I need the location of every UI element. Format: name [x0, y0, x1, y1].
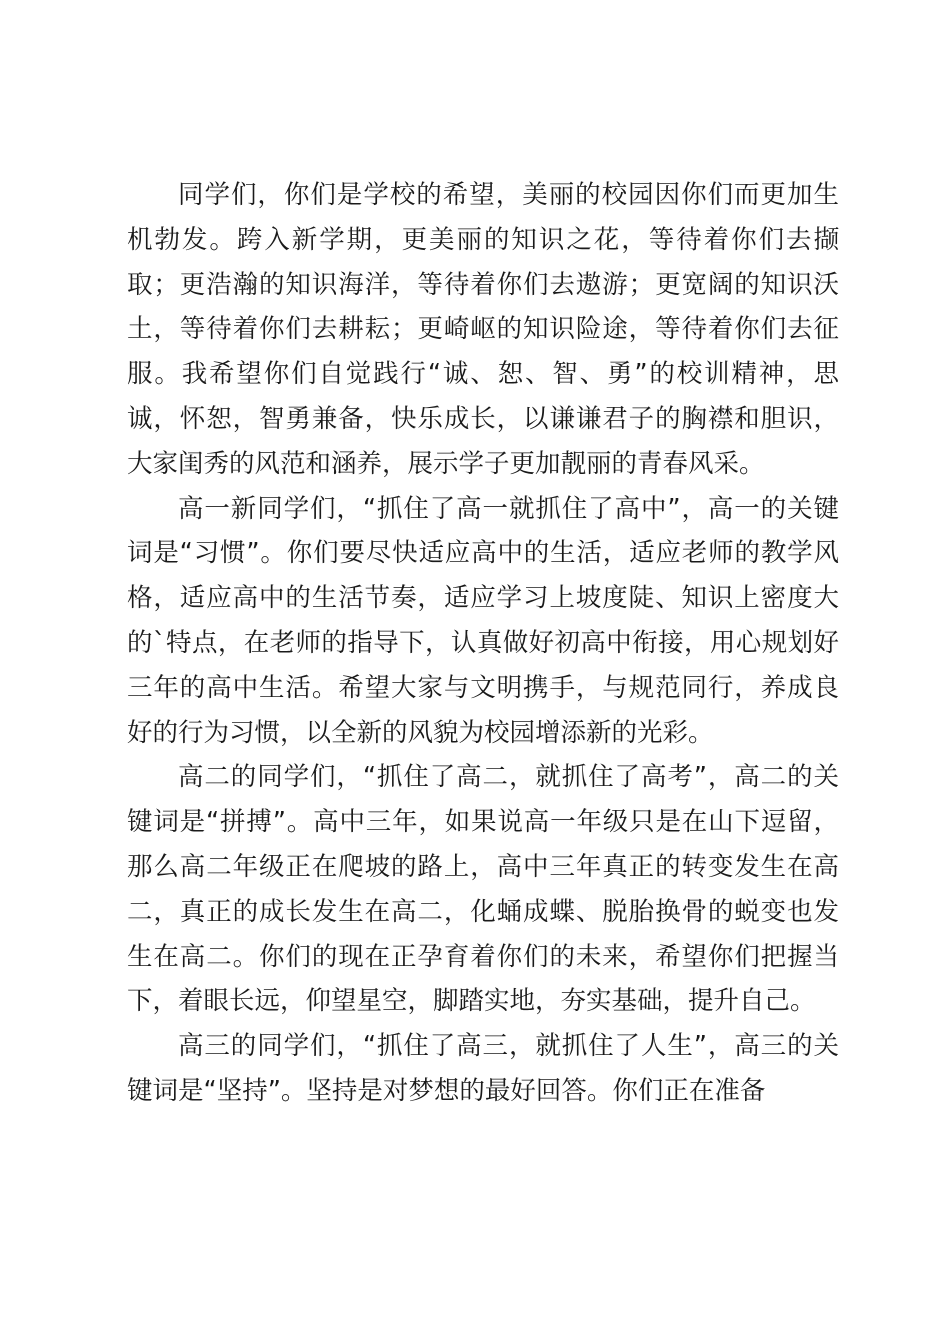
- paragraph-grade-three: 高三的同学们，“抓住了高三，就抓住了人生”，高三的关键词是“坚持”。坚持是对梦想的最好回答。你们正在准备: [127, 1031, 839, 1106]
- paragraph-grade-two: 高二的同学们，“抓住了高二，就抓住了高考”，高二的关键词是“拼搏”。高中三年，如果说高一年级只是在山下逗留，那么高二年级正在爬坡的路上，高中三年真正的转变发生在高二，真正的成长发生在高二，化蛹成蝶、脱胎换骨的蜕变也发生在高二。你们的现在正孕育着你们的未来，希望你们把握当下，着眼长远，仰望星空，脚踏实地，夯实基础，提升自己。: [127, 762, 839, 1017]
- paragraph-students: 同学们，你们是学校的希望，美丽的校园因你们而更加生机勃发。跨入新学期，更美丽的知识之花，等待着你们去撷取；更浩瀚的知识海洋，等待着你们去遨游；更宽阔的知识沃土，等待着你们去耕耘；更崎岖的知识险途，等待着你们去征服。我希望你们自觉践行“诚、恕、智、勇”的校训精神，思诚，怀恕，智勇兼备，快乐成长，以谦谦君子的胸襟和胆识，大家闺秀的风范和涵养，展示学子更加靓丽的青春风采。: [127, 180, 839, 479]
- paragraph-grade-one: 高一新同学们，“抓住了高一就抓住了高中”，高一的关键词是“习惯”。你们要尽快适应高中的生活，适应老师的教学风格，适应高中的生活节奏，适应学习上坡度陡、知识上密度大的`特点，在老师的指导下，认真做好初高中衔接，用心规划好三年的高中生活。希望大家与文明携手，与规范同行，养成良好的行为习惯，以全新的风貌为校园增添新的光彩。: [127, 493, 839, 748]
- document-body: [127, 173, 839, 1114]
